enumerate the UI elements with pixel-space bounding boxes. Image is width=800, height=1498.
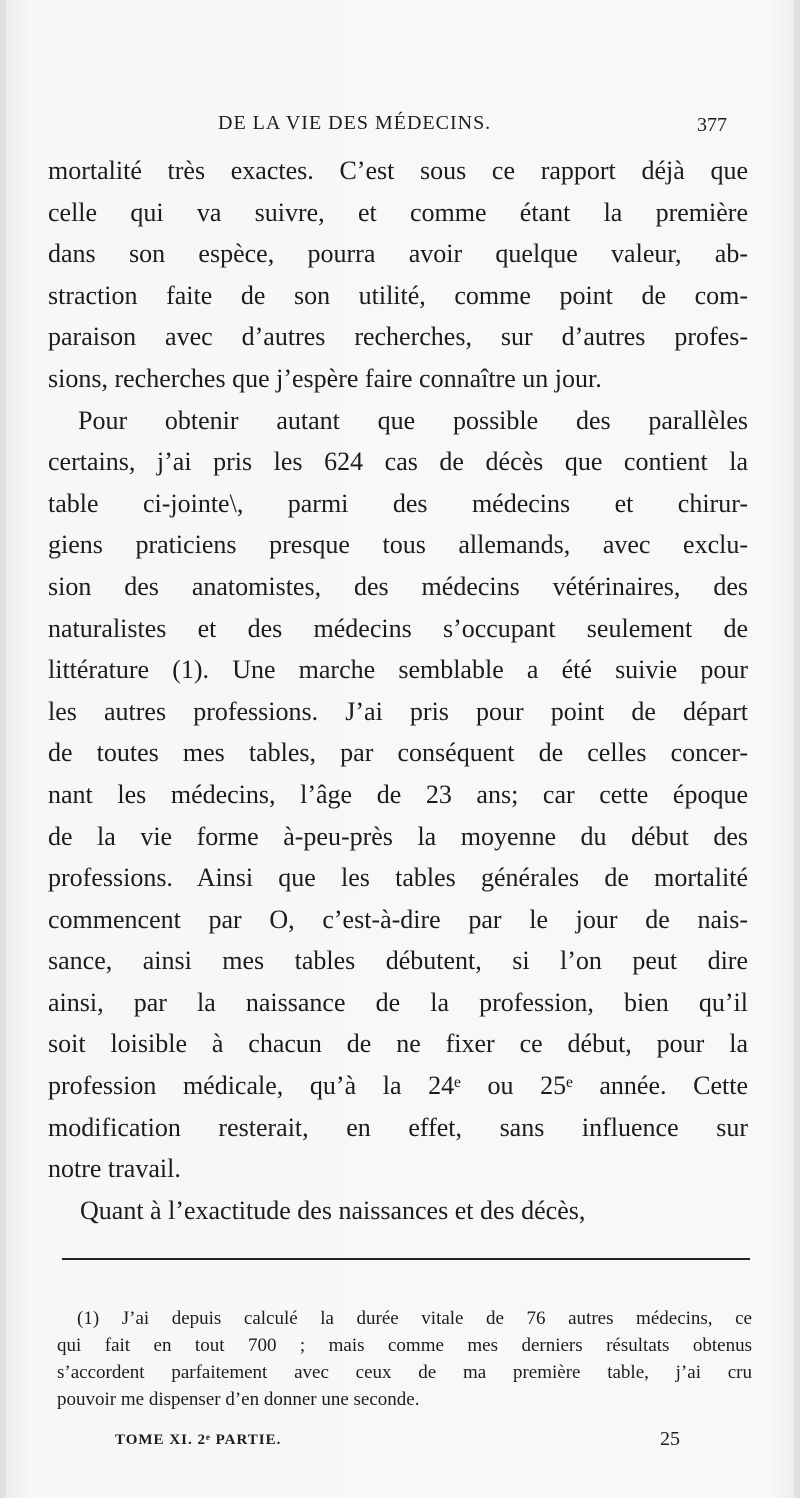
text-line: naturalistes et des médecins s’occupant seulement de (48, 613, 748, 643)
text-line: ainsi, par la naissance de la profession, bien qu’il (48, 987, 748, 1017)
text-line: de la vie forme à-peu-près la moyenne du début des (48, 821, 748, 851)
text-line: celle qui va suivre, et comme étant la première (48, 197, 748, 227)
running-head (0, 112, 800, 142)
text-line: professions. Ainsi que les tables générales de mortalité (48, 863, 748, 893)
text-line: sion des anatomistes, des médecins vétérinaires, des (48, 571, 748, 601)
page-footer (0, 1428, 800, 1458)
text-line: littérature (1). Une marche semblable a été suivie pour (48, 655, 748, 685)
text-line: profession médicale, qu’à la 24ᵉ ou 25ᵉ année. Cette (48, 1071, 748, 1101)
text-line: giens praticiens presque tous allemands, avec exclu- (48, 530, 748, 560)
footnote-rule (62, 1258, 750, 1260)
text-line: sance, ainsi mes tables débutent, si l’on peut dire (48, 946, 748, 976)
text-line: notre travail. (48, 1154, 181, 1184)
text-line: sions, recherches que j’espère faire connaître un jour. (48, 363, 602, 393)
text-line: les autres professions. J’ai pris pour point de départ (48, 696, 748, 726)
text-line: paraison avec d’autres recherches, sur d’autres profes- (48, 322, 748, 352)
paragraph-start-line: Quant à l’exactitude des naissances et des décès, (80, 1195, 586, 1225)
text-line: nant les médecins, l’âge de 23 ans; car cette époque (48, 779, 748, 809)
text-line: mortalité très exactes. C’est sous ce rapport déjà que (48, 156, 748, 185)
text-line: de toutes mes tables, par conséquent de celles concer- (48, 738, 748, 768)
text-line: straction faite de son utilité, comme point de com- (48, 280, 748, 310)
text-line: table ci-jointe\, parmi des médecins et chirur- (48, 488, 748, 518)
text-line: certains, j’ai pris les 624 cas de décès que contient la (48, 447, 748, 477)
page-number: 377 (697, 114, 727, 136)
text-line: dans son espèce, pourra avoir quelque valeur, ab- (48, 239, 748, 269)
text-line: soit loisible à chacun de ne fixer ce début, pour la (48, 1029, 748, 1059)
footnote-line: pouvoir me dispenser d’en donner une seconde. (57, 1389, 420, 1410)
footnote-line: qui fait en tout 700 ; mais comme mes derniers résultats obtenus (57, 1335, 752, 1356)
printer-signature: TOME XI. 2ᵉ PARTIE. (115, 1432, 282, 1448)
sheet-number: 25 (660, 1428, 680, 1450)
text-line: commencent par O, c’est-à-dire par le jour de nais- (48, 904, 748, 934)
text-line: modification resterait, en effet, sans influence sur (48, 1112, 748, 1142)
paragraph-start-line: Pour obtenir autant que possible des parallèles (78, 405, 748, 435)
main-text (48, 150, 748, 1231)
running-title: DE LA VIE DES MÉDECINS. (218, 112, 492, 134)
footnote (57, 1305, 752, 1413)
footnote-line: s’accordent parfaitement avec ceux de ma première table, j’ai cru (57, 1362, 752, 1383)
footnote-line: (1) J’ai depuis calculé la durée vitale de 76 autres médecins, ce (77, 1308, 752, 1329)
